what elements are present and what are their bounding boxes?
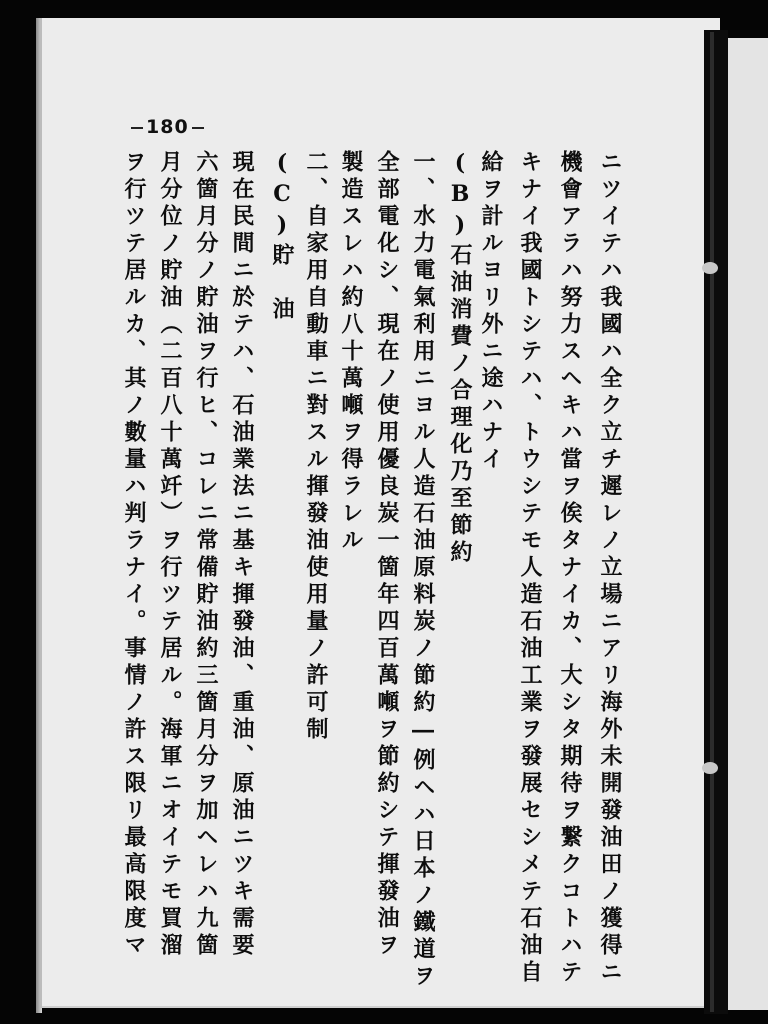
text-line-12: 六箇月分ノ貯油ヲ行ヒ、コレニ常備貯油約三箇月分ヲ加ヘレハ九箇 xyxy=(193,150,219,960)
text-line-8: 製造スレハ約八十萬噸ヲ得ラレル xyxy=(338,150,364,555)
text-line-11: 現在民間ニ於テハ、石油業法ニ基キ揮發油、重油、原油ニツキ需要 xyxy=(229,150,255,960)
text-line-1: ニツイテハ我國ハ全ク立チ遲レノ立場ニアリ海外未開發油田ノ獲得ニ xyxy=(597,150,623,987)
text-line-7: 全部電化シ、現在ノ使用優良炭一箇年四百萬噸ヲ節約シテ揮發油ヲ xyxy=(374,150,400,960)
section-heading-c: (C)貯 油 xyxy=(269,150,295,324)
text-line-9: 二、自家用自動車ニ對スル揮發油使用量ノ許可制 xyxy=(303,150,329,744)
section-heading-b: (B)石油消費ノ合理化乃至節約 xyxy=(447,150,473,567)
page-number: 180 xyxy=(128,116,207,138)
text-line-2: 機會アラハ努力スヘキハ當ヲ俟タナイカ、大シタ期待ヲ繋クコトハテ xyxy=(557,150,583,987)
book-spine xyxy=(704,30,728,1014)
binding-notch xyxy=(702,762,718,774)
text-line-14: ヲ行ツテ居ルカ、其ノ數量ハ判ラナイ。事情ノ許ス限リ最高限度マ xyxy=(121,150,147,960)
text-line-6: 一、水力電氣利用ニヨル人造石油原料炭ノ節約―例ヘハ日本ノ鐵道ヲ xyxy=(410,150,436,991)
text-line-3: キナイ我國トシテハ、トウシテモ人造石油工業ヲ發展セシメテ石油自 xyxy=(517,150,543,987)
text-line-4: 給ヲ計ルヨリ外ニ途ハナイ xyxy=(478,150,504,474)
spine-fold-line xyxy=(710,32,714,1012)
next-page-edge xyxy=(728,38,768,1010)
binding-notch xyxy=(702,262,718,274)
text-line-13: 月分位ノ貯油（二百八十萬竏）ヲ行ツテ居ル。海軍ニオイテモ買溜 xyxy=(157,150,183,960)
